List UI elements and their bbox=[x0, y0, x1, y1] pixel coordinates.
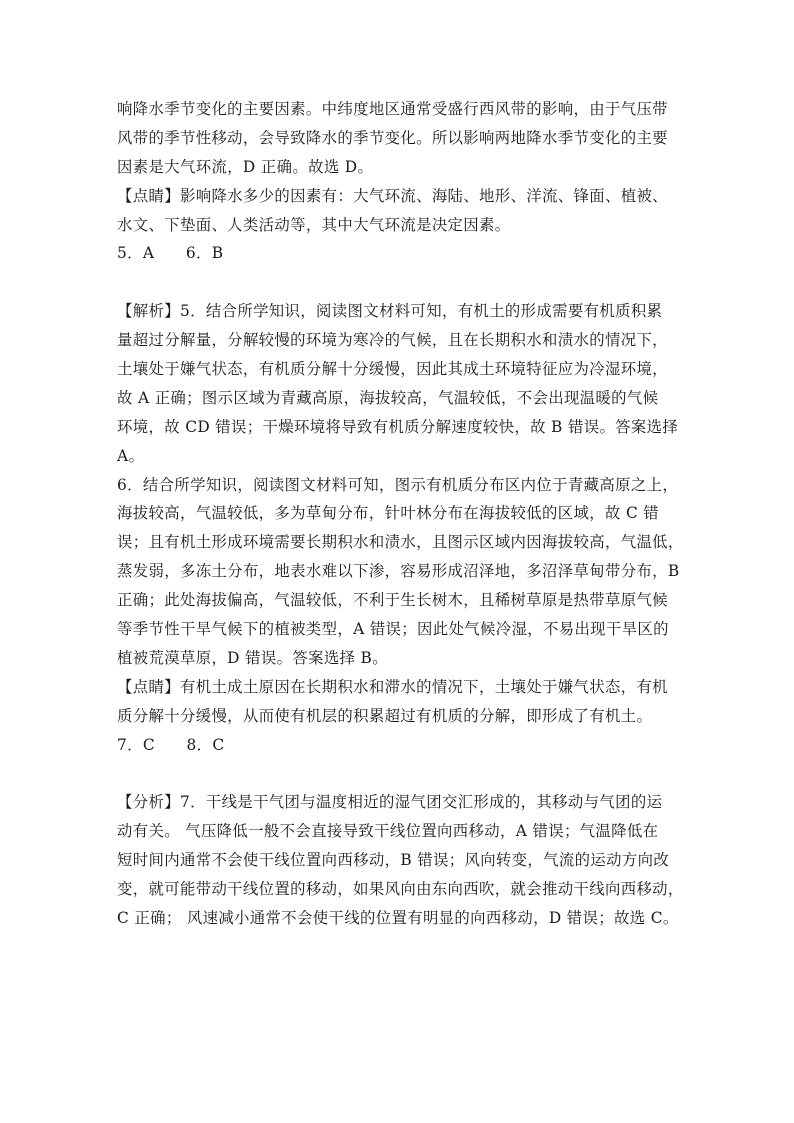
text-line: 正确；此处海拔偏高，气温较低，不利于生长树木，且稀树草原是热带草原气候 bbox=[117, 591, 668, 610]
text-line: 因素是大气环流，D 正确。故选 D。 bbox=[117, 157, 374, 176]
text-line: 故 A 正确；图示区域为青藏高原，海拔较高，气温较低，不会出现温暖的气候 bbox=[117, 388, 659, 407]
text-line: 风带的季节性移动，会导致降水的季节变化。所以影响两地降水季节变化的主要 bbox=[117, 128, 668, 147]
answer-line: 7．C 8．C bbox=[117, 735, 225, 754]
text-line: 环境，故 CD 错误；干燥环境将导致有机质分解速度较快，故 B 错误。答案选择 bbox=[117, 417, 679, 436]
text-line: 蒸发弱，多冻土分布，地表水难以下渗，容易形成沼泽地，多沼泽草甸带分布，B bbox=[117, 562, 680, 581]
text-line: 土壤处于嫌气状态，有机质分解十分缓慢，因此其成土环境特征应为冷湿环境， bbox=[117, 360, 668, 379]
text-line: 【点睛】有机土成土原因在长期积水和滞水的情况下，土壤处于嫌气状态，有机 bbox=[117, 677, 668, 696]
text-line: 水文、下垫面、人类活动等，其中大气环流是决定因素。 bbox=[117, 215, 511, 234]
text-line: 动有关。 气压降低一般不会直接导致干线位置向西移动，A 错误；气温降低在 bbox=[117, 822, 659, 841]
text-line: 海拔较高，气温较低，多为草甸分布，针叶林分布在海拔较低的区域，故 C 错 bbox=[117, 504, 660, 523]
text-line: 【点睛】影响降水多少的因素有：大气环流、海陆、地形、洋流、锋面、植被、 bbox=[117, 186, 668, 205]
text-line: 变，就可能带动干线位置的移动，如果风向由东向西吹，就会推动干线向西移动， bbox=[117, 880, 684, 899]
text-line: 响降水季节变化的主要因素。中纬度地区通常受盛行西风带的影响，由于气压带 bbox=[117, 100, 668, 118]
text-line: 短时间内通常不会使干线位置向西移动，B 错误；风向转变，气流的运动方向改 bbox=[117, 851, 670, 870]
text-line: C 正确； 风速减小通常不会使干线的位置有明显的向西移动，D 错误；故选 C。 bbox=[117, 908, 679, 927]
text-line: A。 bbox=[117, 446, 145, 465]
text-line: 植被荒漠草原，D 错误。答案选择 B。 bbox=[117, 648, 388, 667]
text-line: 6．结合所学知识，阅读图文材料可知，图示有机质分布区内位于青藏高原之上， bbox=[117, 475, 679, 494]
text-line: 等季节性干旱气候下的植被类型，A 错误；因此处气候冷湿，不易出现干旱区的 bbox=[117, 620, 669, 639]
blank-line bbox=[117, 759, 685, 788]
text-line: 量超过分解量，分解较慢的环境为寒冷的气候，且在长期积水和渍水的情况下， bbox=[117, 331, 668, 350]
text-line: 【分析】7．干线是干气团与温度相近的湿气团交汇形成的，其移动与气团的运 bbox=[117, 793, 663, 812]
text-line: 【解析】5．结合所学知识，阅读图文材料可知，有机土的形成需要有机质积累 bbox=[117, 302, 663, 321]
document-body bbox=[117, 95, 685, 933]
text-line: 误；且有机土形成环境需要长期积水和渍水，且图示区域内因海拔较高，气温低， bbox=[117, 533, 684, 552]
blank-line bbox=[117, 268, 685, 297]
text-line: 质分解十分缓慢，从而使有机层的积累超过有机质的分解，即形成了有机土。 bbox=[117, 706, 653, 725]
answer-line: 5．A 6．B bbox=[117, 244, 224, 263]
